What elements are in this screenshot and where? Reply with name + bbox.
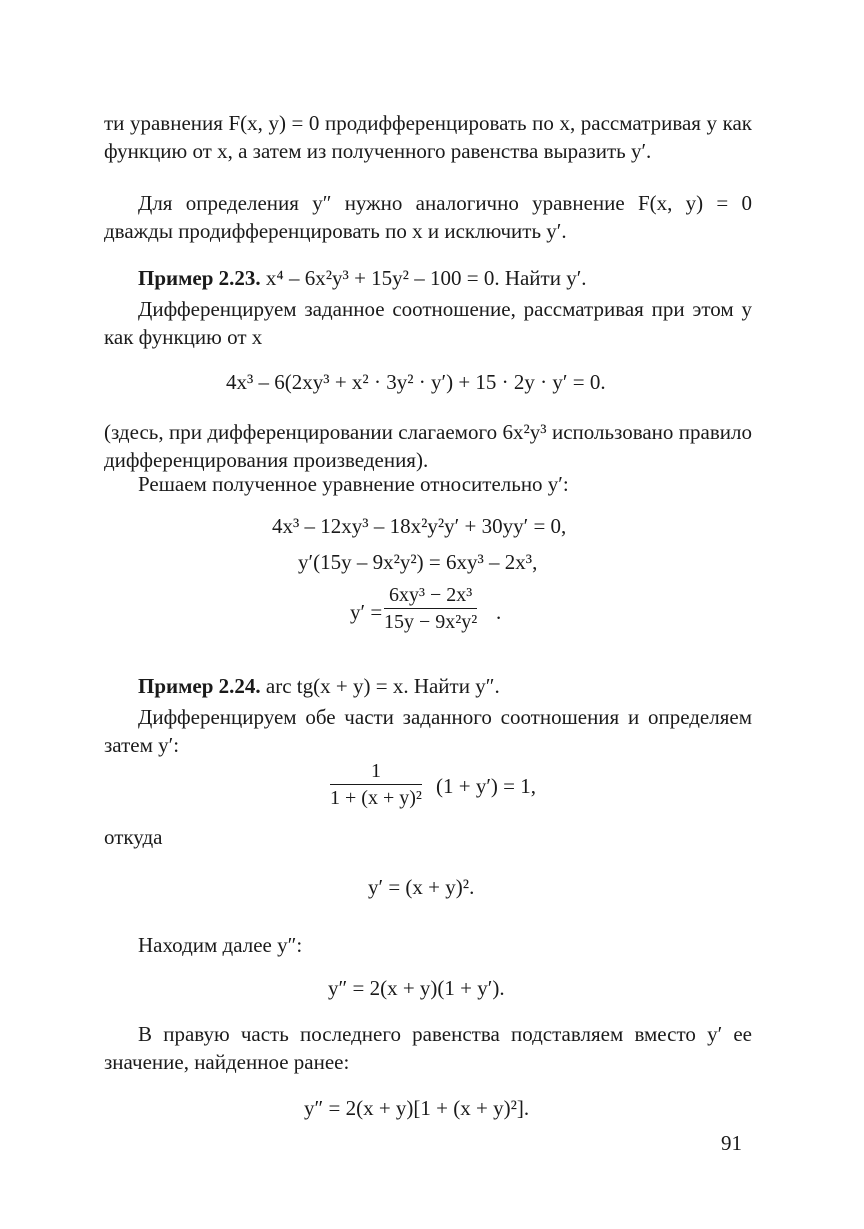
example-2-23-heading [104, 264, 752, 292]
example-2-24-task: arc tg(x + y) = x. Найти y″. [265, 674, 500, 698]
paragraph-solve: Решаем полученное уравнение относительно y′: [138, 472, 569, 496]
page-number: 91 [721, 1131, 742, 1155]
equation-5-denominator: 1 + (x + y)² [330, 787, 422, 809]
equation-3: y′(15y – 9x²y²) = 6xy³ – 2x³, [298, 550, 538, 574]
equation-4-denominator: 15y − 9x²y² [384, 611, 478, 633]
equation-7: y″ = 2(x + y)(1 + y′). [328, 976, 505, 1000]
paragraph-intro: ти уравнения F(x, y) = 0 продифференцировать по x, рассматривая y как функцию от x, а затем из полученного равенства выразить y′. [104, 111, 752, 163]
paragraph-second-derivative: Для определения y″ нужно аналогично уравнение F(x, y) = 0 дважды продифференцировать по x и исключить y′. [104, 191, 752, 243]
example-2-23-task: x⁴ – 6x²y³ + 15y² – 100 = 0. Найти y′. [265, 266, 587, 290]
paragraph-whence: откуда [104, 825, 163, 849]
example-2-23-label: Пример 2.23. [138, 266, 261, 290]
equation-4-lhs: y′ = [350, 600, 383, 624]
equation-4-end: . [496, 600, 502, 624]
paragraph-differentiate-both: Дифференцируем обе части заданного соотношения и определяем затем y′: [104, 705, 752, 757]
paragraph-note: (здесь, при дифференцировании слагаемого 6x²y³ использовано правило дифференцирования произведения). [104, 420, 752, 472]
equation-5-numerator: 1 [370, 760, 381, 782]
equation-2: 4x³ – 12xy³ – 18x²y²y′ + 30yy′ = 0, [272, 514, 567, 538]
equation-4-fraction [384, 582, 477, 635]
equation-8: y″ = 2(x + y)[1 + (x + y)²]. [304, 1096, 530, 1120]
equation-5-fraction [330, 758, 422, 811]
example-2-24-heading [104, 672, 752, 700]
equation-4-numerator: 6xy³ − 2x³ [389, 584, 473, 606]
equation-1: 4x³ – 6(2xy³ + x² · 3y² · y′) + 15 · 2y · y′ = 0. [226, 370, 606, 394]
equation-5-rest: (1 + y′) = 1, [436, 774, 537, 798]
paragraph-substitute: В правую часть последнего равенства подставляем вместо y′ ее значение, найденное ранее: [104, 1022, 752, 1074]
example-2-24-label: Пример 2.24. [138, 674, 261, 698]
paragraph-differentiate: Дифференцируем заданное соотношение, рассматривая при этом y как функцию от x [104, 297, 752, 349]
paragraph-next: Находим далее y″: [138, 933, 303, 957]
equation-6: y′ = (x + y)². [368, 875, 475, 899]
